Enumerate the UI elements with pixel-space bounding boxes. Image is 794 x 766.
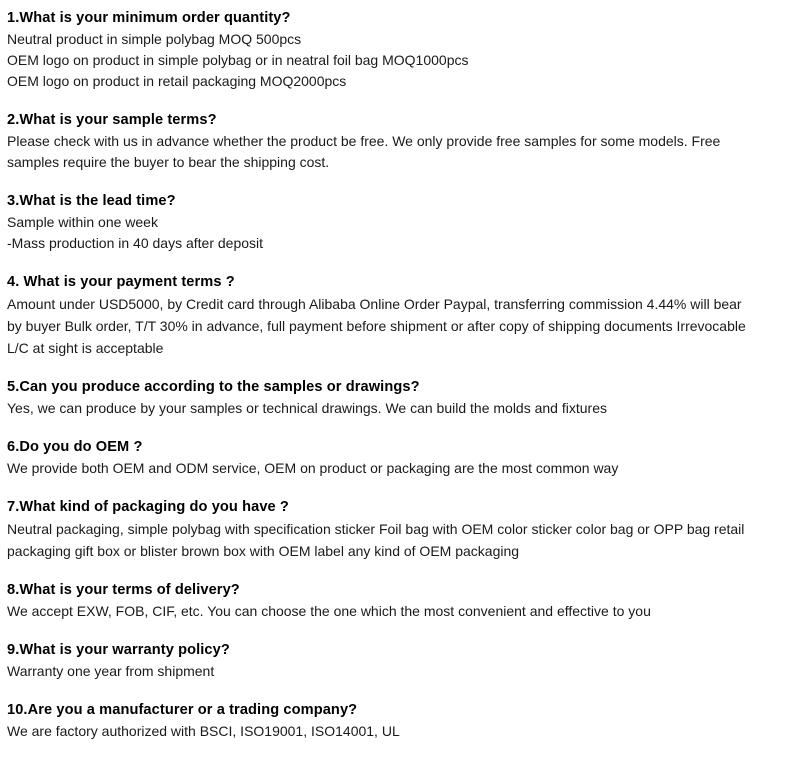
faq-answer-line: samples require the buyer to bear the shipping cost. bbox=[7, 154, 330, 170]
faq-answer-line: packaging gift box or blister brown box with OEM label any kind of OEM packaging bbox=[7, 543, 520, 559]
faq-answer-line: -Mass production in 40 days after deposit bbox=[7, 235, 264, 251]
faq-question: 5.Can you produce according to the samples or drawings? bbox=[7, 379, 420, 395]
faq-answer-line: L/C at sight is acceptable bbox=[7, 340, 164, 356]
faq-answer-line: Neutral product in simple polybag MOQ 500pcs bbox=[7, 31, 302, 47]
faq-answer bbox=[7, 293, 777, 359]
faq-answer-line: We are factory authorized with BSCI, ISO19001, ISO14001, UL bbox=[7, 723, 400, 739]
faq-question: 2.What is your sample terms? bbox=[7, 112, 217, 128]
faq-answer-line: Amount under USD5000, by Credit card through Alibaba Online Order Paypal, transferring commission 4.44% will bear bbox=[7, 296, 742, 312]
faq-answer bbox=[7, 29, 777, 92]
faq-answer bbox=[7, 131, 777, 173]
faq-item-7 bbox=[7, 497, 777, 562]
faq-answer-line: by buyer Bulk order, T/T 30% in advance, full payment before shipment or after copy of shipping documents Irrevocable bbox=[7, 318, 746, 334]
faq-answer bbox=[7, 721, 777, 742]
faq-answer bbox=[7, 398, 777, 419]
faq-question: 8.What is your terms of delivery? bbox=[7, 582, 240, 598]
faq-answer bbox=[7, 458, 777, 479]
faq-answer-line: Yes, we can produce by your samples or technical drawings. We can build the molds and fixtures bbox=[7, 400, 607, 416]
faq-item-2 bbox=[7, 110, 777, 173]
faq-answer-line: Please check with us in advance whether the product be free. We only provide free samples for some models. Free bbox=[7, 133, 721, 149]
faq-question: 3.What is the lead time? bbox=[7, 193, 176, 209]
faq-item-4 bbox=[7, 272, 777, 359]
faq-item-9 bbox=[7, 640, 777, 682]
faq-question: 10.Are you a manufacturer or a trading company? bbox=[7, 702, 358, 718]
faq-answer-line: OEM logo on product in retail packaging MOQ2000pcs bbox=[7, 73, 347, 89]
faq-question: 9.What is your warranty policy? bbox=[7, 642, 230, 658]
faq-item-1 bbox=[7, 8, 777, 92]
faq-item-3 bbox=[7, 191, 777, 254]
faq-item-10 bbox=[7, 700, 777, 742]
faq-item-5 bbox=[7, 377, 777, 419]
faq-answer-line: Neutral packaging, simple polybag with specification sticker Foil bag with OEM color sticker color bag or OPP bag retail bbox=[7, 521, 745, 537]
faq-question: 6.Do you do OEM ? bbox=[7, 439, 143, 455]
faq-item-8 bbox=[7, 580, 777, 622]
faq-answer bbox=[7, 518, 777, 562]
faq-question: 4. What is your payment terms ? bbox=[7, 274, 235, 290]
faq-answer bbox=[7, 661, 777, 682]
faq-answer-line: We accept EXW, FOB, CIF, etc. You can choose the one which the most convenient and effective to you bbox=[7, 603, 651, 619]
faq-answer bbox=[7, 212, 777, 254]
faq-question: 1.What is your minimum order quantity? bbox=[7, 10, 291, 26]
faq-answer-line: We provide both OEM and ODM service, OEM on product or packaging are the most common way bbox=[7, 460, 619, 476]
faq-answer-line: OEM logo on product in simple polybag or in neatral foil bag MOQ1000pcs bbox=[7, 52, 469, 68]
faq-answer-line: Warranty one year from shipment bbox=[7, 663, 215, 679]
faq-item-6 bbox=[7, 437, 777, 479]
faq-answer-line: Sample within one week bbox=[7, 214, 158, 230]
faq-answer bbox=[7, 601, 777, 622]
faq-question: 7.What kind of packaging do you have ? bbox=[7, 499, 289, 515]
